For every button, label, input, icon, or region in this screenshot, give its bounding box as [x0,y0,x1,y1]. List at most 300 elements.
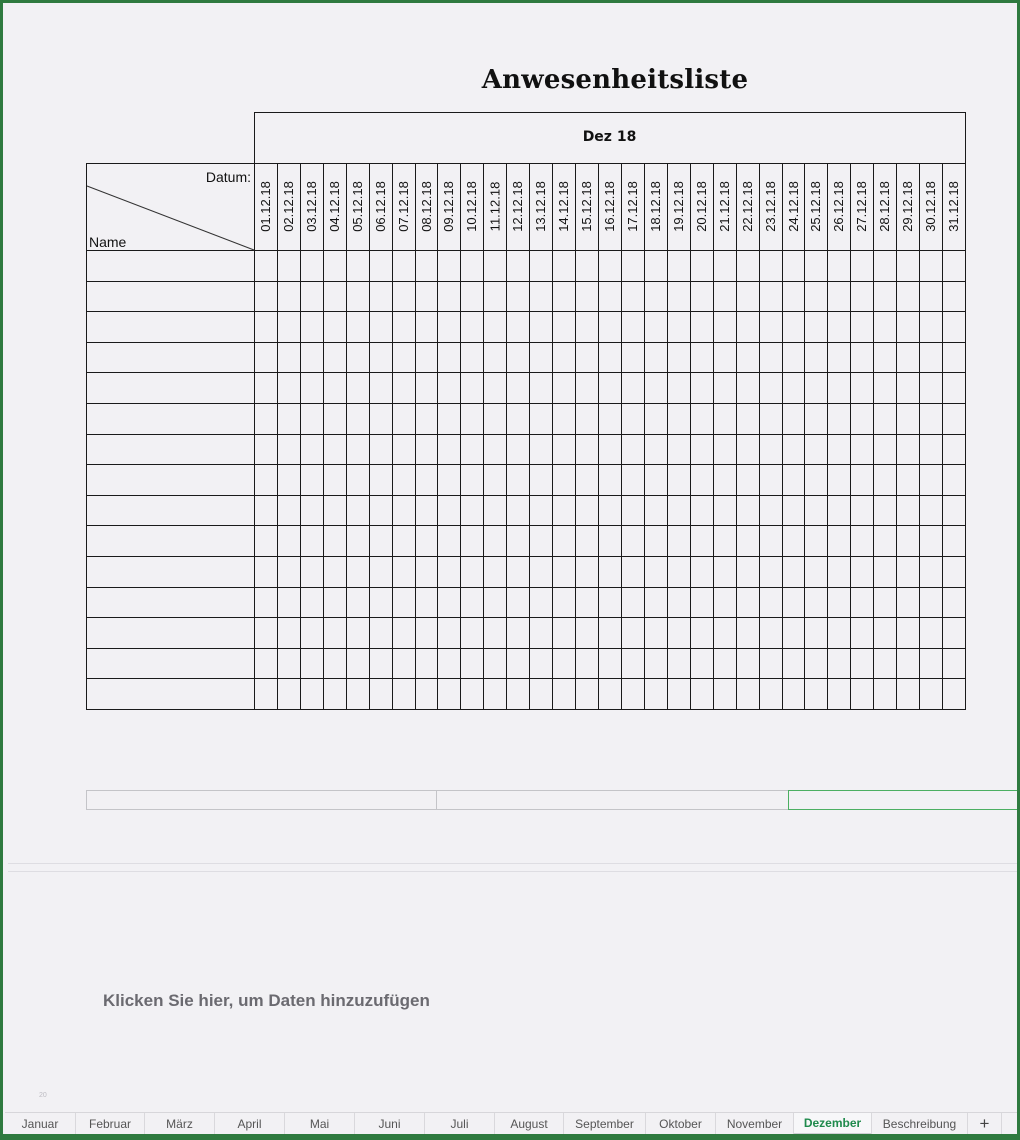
attendance-cell[interactable] [599,435,621,465]
attendance-cell[interactable] [553,343,575,373]
attendance-cell[interactable] [622,526,644,556]
attendance-cell[interactable] [691,282,713,312]
attendance-cell[interactable] [461,496,483,526]
attendance-cell[interactable] [851,404,873,434]
attendance-cell[interactable] [599,526,621,556]
date-header-cell[interactable] [942,163,965,250]
attendance-cell[interactable] [668,373,690,403]
attendance-cell[interactable] [920,373,942,403]
attendance-cell[interactable] [737,312,759,342]
attendance-cell[interactable] [438,404,460,434]
attendance-cell[interactable] [278,526,300,556]
attendance-cell[interactable] [255,679,277,709]
attendance-cell[interactable] [737,618,759,648]
attendance-cell[interactable] [851,526,873,556]
attendance-cell[interactable] [255,496,277,526]
attendance-cell[interactable] [897,496,919,526]
attendance-cell[interactable] [461,465,483,495]
attendance-cell[interactable] [783,496,805,526]
attendance-cell[interactable] [760,404,782,434]
attendance-cell[interactable] [691,557,713,587]
attendance-cell[interactable] [737,588,759,618]
attendance-cell[interactable] [874,496,896,526]
attendance-cell[interactable] [645,465,667,495]
attendance-cell[interactable] [897,343,919,373]
attendance-cell[interactable] [783,312,805,342]
attendance-cell[interactable] [393,557,415,587]
attendance-cell[interactable] [416,557,438,587]
attendance-cell[interactable] [760,679,782,709]
attendance-cell[interactable] [599,496,621,526]
attendance-cell[interactable] [324,435,346,465]
attendance-cell[interactable] [645,679,667,709]
attendance-cell[interactable] [714,435,736,465]
name-cell[interactable] [87,312,254,342]
attendance-cell[interactable] [255,557,277,587]
attendance-cell[interactable] [507,649,529,679]
attendance-cell[interactable] [737,343,759,373]
attendance-cell[interactable] [370,618,392,648]
attendance-cell[interactable] [507,435,529,465]
attendance-cell[interactable] [737,649,759,679]
attendance-cell[interactable] [393,496,415,526]
attendance-cell[interactable] [668,465,690,495]
attendance-cell[interactable] [255,649,277,679]
attendance-cell[interactable] [851,373,873,403]
name-cell[interactable] [87,588,254,618]
attendance-cell[interactable] [416,435,438,465]
attendance-cell[interactable] [828,373,850,403]
attendance-cell[interactable] [553,435,575,465]
name-cell[interactable] [87,557,254,587]
attendance-cell[interactable] [622,282,644,312]
attendance-cell[interactable] [874,282,896,312]
attendance-cell[interactable] [874,312,896,342]
attendance-cell[interactable] [805,649,827,679]
attendance-cell[interactable] [438,373,460,403]
attendance-cell[interactable] [760,435,782,465]
attendance-cell[interactable] [324,649,346,679]
attendance-cell[interactable] [416,282,438,312]
attendance-cell[interactable] [737,557,759,587]
attendance-cell[interactable] [530,679,552,709]
attendance-cell[interactable] [461,649,483,679]
attendance-cell[interactable] [897,526,919,556]
attendance-cell[interactable] [714,588,736,618]
attendance-cell[interactable] [370,588,392,618]
attendance-cell[interactable] [416,679,438,709]
attendance-cell[interactable] [438,588,460,618]
attendance-cell[interactable] [370,496,392,526]
attendance-cell[interactable] [438,282,460,312]
attendance-cell[interactable] [737,404,759,434]
attendance-cell[interactable] [943,282,965,312]
attendance-cell[interactable] [370,557,392,587]
attendance-cell[interactable] [668,496,690,526]
attendance-cell[interactable] [507,679,529,709]
attendance-cell[interactable] [645,373,667,403]
date-header-cell[interactable] [621,163,644,250]
attendance-cell[interactable] [484,465,506,495]
attendance-cell[interactable] [530,404,552,434]
attendance-cell[interactable] [760,465,782,495]
attendance-cell[interactable] [347,526,369,556]
attendance-cell[interactable] [691,618,713,648]
attendance-cell[interactable] [691,343,713,373]
attendance-cell[interactable] [668,282,690,312]
attendance-cell[interactable] [438,526,460,556]
attendance-cell[interactable] [760,312,782,342]
attendance-cell[interactable] [576,557,598,587]
attendance-cell[interactable] [301,588,323,618]
attendance-cell[interactable] [760,373,782,403]
attendance-cell[interactable] [920,557,942,587]
attendance-cell[interactable] [851,679,873,709]
attendance-cell[interactable] [737,496,759,526]
attendance-cell[interactable] [301,649,323,679]
attendance-cell[interactable] [805,282,827,312]
attendance-cell[interactable] [783,526,805,556]
tab-januar[interactable]: Januar [5,1113,76,1134]
attendance-cell[interactable] [691,373,713,403]
tab-august[interactable]: August [495,1113,564,1134]
summary-cell-1[interactable] [86,790,437,810]
attendance-cell[interactable] [484,526,506,556]
attendance-cell[interactable] [324,343,346,373]
attendance-cell[interactable] [393,312,415,342]
attendance-cell[interactable] [530,496,552,526]
name-cell[interactable] [87,679,254,709]
date-header-cell[interactable] [690,163,713,250]
attendance-cell[interactable] [484,404,506,434]
attendance-cell[interactable] [851,618,873,648]
attendance-cell[interactable] [737,373,759,403]
attendance-cell[interactable] [347,373,369,403]
attendance-cell[interactable] [507,404,529,434]
attendance-cell[interactable] [416,373,438,403]
attendance-cell[interactable] [874,679,896,709]
attendance-cell[interactable] [668,343,690,373]
attendance-cell[interactable] [897,588,919,618]
attendance-cell[interactable] [737,282,759,312]
attendance-cell[interactable] [622,312,644,342]
attendance-cell[interactable] [530,343,552,373]
date-header-cell[interactable] [277,163,300,250]
attendance-cell[interactable] [370,465,392,495]
attendance-cell[interactable] [484,649,506,679]
attendance-cell[interactable] [805,465,827,495]
attendance-cell[interactable] [714,496,736,526]
attendance-cell[interactable] [507,557,529,587]
attendance-cell[interactable] [530,526,552,556]
tab-oktober[interactable]: Oktober [646,1113,716,1134]
attendance-cell[interactable] [805,496,827,526]
date-header-cell[interactable] [827,163,850,250]
attendance-cell[interactable] [691,465,713,495]
attendance-cell[interactable] [645,282,667,312]
attendance-cell[interactable] [645,526,667,556]
attendance-cell[interactable] [599,343,621,373]
attendance-cell[interactable] [576,282,598,312]
attendance-cell[interactable] [301,679,323,709]
attendance-cell[interactable] [691,496,713,526]
attendance-cell[interactable] [484,373,506,403]
attendance-cell[interactable] [760,649,782,679]
attendance-cell[interactable] [324,618,346,648]
attendance-cell[interactable] [828,465,850,495]
attendance-cell[interactable] [255,312,277,342]
attendance-cell[interactable] [530,618,552,648]
date-header-cell[interactable] [575,163,598,250]
attendance-cell[interactable] [255,373,277,403]
attendance-cell[interactable] [645,343,667,373]
attendance-cell[interactable] [301,373,323,403]
attendance-cell[interactable] [783,465,805,495]
date-header-cell[interactable] [323,163,346,250]
attendance-cell[interactable] [691,435,713,465]
attendance-cell[interactable] [416,312,438,342]
attendance-cell[interactable] [576,404,598,434]
attendance-cell[interactable] [347,435,369,465]
attendance-cell[interactable] [760,282,782,312]
attendance-cell[interactable] [278,312,300,342]
attendance-cell[interactable] [851,588,873,618]
attendance-cell[interactable] [645,435,667,465]
attendance-cell[interactable] [805,618,827,648]
attendance-cell[interactable] [438,435,460,465]
attendance-cell[interactable] [576,679,598,709]
attendance-cell[interactable] [622,557,644,587]
attendance-cell[interactable] [874,526,896,556]
attendance-cell[interactable] [576,588,598,618]
attendance-cell[interactable] [416,404,438,434]
attendance-cell[interactable] [805,312,827,342]
attendance-cell[interactable] [576,649,598,679]
attendance-cell[interactable] [851,465,873,495]
attendance-cell[interactable] [553,312,575,342]
attendance-cell[interactable] [920,343,942,373]
attendance-cell[interactable] [920,282,942,312]
attendance-cell[interactable] [393,588,415,618]
attendance-cell[interactable] [599,282,621,312]
tab-april[interactable]: April [215,1113,285,1134]
attendance-cell[interactable] [278,435,300,465]
attendance-cell[interactable] [599,588,621,618]
attendance-cell[interactable] [576,312,598,342]
attendance-cell[interactable] [668,312,690,342]
attendance-cell[interactable] [897,557,919,587]
attendance-cell[interactable] [553,373,575,403]
attendance-cell[interactable] [576,618,598,648]
attendance-cell[interactable] [645,496,667,526]
attendance-cell[interactable] [461,618,483,648]
tab-september[interactable]: September [564,1113,646,1134]
attendance-cell[interactable] [324,557,346,587]
attendance-cell[interactable] [461,588,483,618]
tab-juli[interactable]: Juli [425,1113,495,1134]
attendance-cell[interactable] [691,526,713,556]
attendance-cell[interactable] [484,496,506,526]
attendance-cell[interactable] [461,435,483,465]
attendance-cell[interactable] [393,343,415,373]
attendance-cell[interactable] [553,588,575,618]
name-cell[interactable] [87,649,254,679]
attendance-cell[interactable] [576,435,598,465]
attendance-cell[interactable] [943,373,965,403]
attendance-cell[interactable] [416,343,438,373]
date-header-cell[interactable] [346,163,369,250]
attendance-cell[interactable] [897,312,919,342]
attendance-cell[interactable] [599,649,621,679]
date-header-cell[interactable] [736,163,759,250]
attendance-cell[interactable] [668,588,690,618]
tab-maerz[interactable]: März [145,1113,215,1134]
attendance-cell[interactable] [897,282,919,312]
name-cell[interactable] [87,282,254,312]
attendance-cell[interactable] [920,404,942,434]
attendance-cell[interactable] [370,373,392,403]
name-cell[interactable] [87,465,254,495]
attendance-cell[interactable] [255,435,277,465]
attendance-cell[interactable] [828,343,850,373]
tab-beschreibung[interactable]: Beschreibung [872,1113,968,1134]
attendance-cell[interactable] [668,557,690,587]
attendance-cell[interactable] [805,526,827,556]
attendance-cell[interactable] [851,282,873,312]
attendance-cell[interactable] [691,312,713,342]
attendance-cell[interactable] [828,649,850,679]
date-header-cell[interactable] [644,163,667,250]
attendance-cell[interactable] [874,373,896,403]
attendance-cell[interactable] [461,679,483,709]
attendance-cell[interactable] [347,312,369,342]
attendance-cell[interactable] [760,588,782,618]
attendance-cell[interactable] [461,343,483,373]
attendance-cell[interactable] [943,679,965,709]
attendance-cell[interactable] [553,649,575,679]
name-cell[interactable] [87,435,254,465]
attendance-cell[interactable] [874,465,896,495]
attendance-cell[interactable] [530,282,552,312]
attendance-cell[interactable] [553,496,575,526]
attendance-cell[interactable] [714,526,736,556]
date-header-cell[interactable] [460,163,483,250]
date-header-cell[interactable] [804,163,827,250]
attendance-cell[interactable] [828,312,850,342]
attendance-cell[interactable] [828,557,850,587]
attendance-cell[interactable] [783,435,805,465]
attendance-cell[interactable] [714,557,736,587]
attendance-cell[interactable] [438,649,460,679]
attendance-cell[interactable] [760,496,782,526]
attendance-cell[interactable] [668,526,690,556]
attendance-cell[interactable] [278,649,300,679]
attendance-cell[interactable] [461,557,483,587]
attendance-cell[interactable] [783,373,805,403]
attendance-cell[interactable] [828,618,850,648]
attendance-cell[interactable] [828,404,850,434]
attendance-cell[interactable] [416,526,438,556]
attendance-cell[interactable] [897,373,919,403]
attendance-cell[interactable] [370,312,392,342]
attendance-cell[interactable] [347,557,369,587]
attendance-cell[interactable] [553,679,575,709]
attendance-cell[interactable] [301,282,323,312]
attendance-cell[interactable] [714,404,736,434]
attendance-cell[interactable] [255,618,277,648]
attendance-cell[interactable] [393,618,415,648]
date-header-cell[interactable] [552,163,575,250]
attendance-cell[interactable] [347,496,369,526]
attendance-cell[interactable] [370,282,392,312]
attendance-cell[interactable] [370,343,392,373]
date-header-cell[interactable] [667,163,690,250]
attendance-cell[interactable] [851,343,873,373]
attendance-cell[interactable] [760,343,782,373]
attendance-cell[interactable] [737,465,759,495]
attendance-cell[interactable] [393,435,415,465]
attendance-cell[interactable] [920,588,942,618]
attendance-cell[interactable] [461,373,483,403]
attendance-cell[interactable] [416,465,438,495]
attendance-cell[interactable] [897,465,919,495]
attendance-cell[interactable] [599,679,621,709]
attendance-cell[interactable] [438,343,460,373]
attendance-cell[interactable] [553,618,575,648]
attendance-cell[interactable] [278,588,300,618]
attendance-cell[interactable] [324,679,346,709]
attendance-cell[interactable] [714,343,736,373]
attendance-cell[interactable] [324,404,346,434]
attendance-cell[interactable] [668,404,690,434]
attendance-cell[interactable] [438,465,460,495]
attendance-cell[interactable] [301,312,323,342]
attendance-cell[interactable] [645,588,667,618]
attendance-cell[interactable] [553,557,575,587]
attendance-cell[interactable] [553,404,575,434]
attendance-cell[interactable] [920,496,942,526]
date-header-cell[interactable] [782,163,805,250]
attendance-cell[interactable] [943,526,965,556]
attendance-cell[interactable] [416,588,438,618]
attendance-cell[interactable] [920,618,942,648]
attendance-cell[interactable] [599,618,621,648]
attendance-cell[interactable] [622,435,644,465]
attendance-cell[interactable] [943,649,965,679]
attendance-cell[interactable] [278,404,300,434]
attendance-cell[interactable] [324,373,346,403]
attendance-cell[interactable] [622,465,644,495]
attendance-cell[interactable] [828,588,850,618]
attendance-cell[interactable] [599,404,621,434]
attendance-cell[interactable] [278,496,300,526]
attendance-cell[interactable] [370,526,392,556]
attendance-cell[interactable] [691,649,713,679]
date-header-cell[interactable] [415,163,438,250]
attendance-cell[interactable] [920,465,942,495]
attendance-cell[interactable] [805,588,827,618]
attendance-cell[interactable] [278,465,300,495]
attendance-cell[interactable] [301,618,323,648]
attendance-cell[interactable] [599,557,621,587]
tab-juni[interactable]: Juni [355,1113,425,1134]
attendance-cell[interactable] [370,649,392,679]
attendance-cell[interactable] [576,373,598,403]
attendance-cell[interactable] [416,496,438,526]
date-header-cell[interactable] [873,163,896,250]
attendance-cell[interactable] [714,649,736,679]
attendance-cell[interactable] [484,588,506,618]
